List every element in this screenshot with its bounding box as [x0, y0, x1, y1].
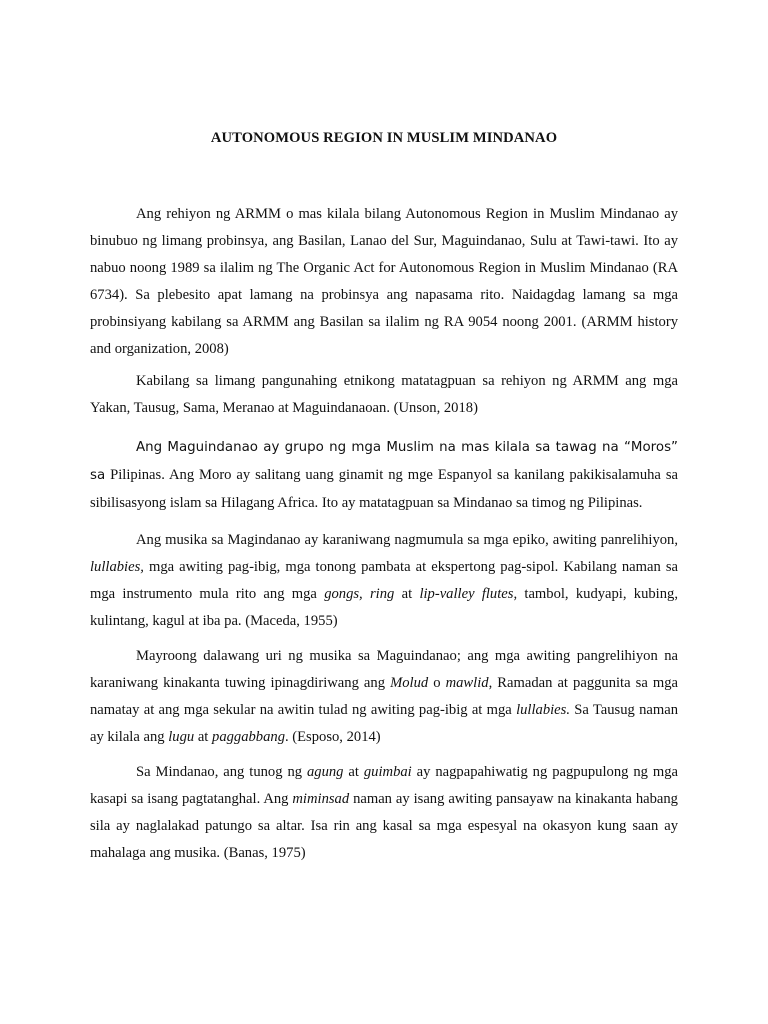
text-segment: at [394, 585, 420, 602]
paragraph-music-types [90, 643, 678, 751]
text-segment: naman ay isang awiting pansayaw na kinakanta habang sila ay naglalakad patungo sa altar. Isa rin ang kasal sa mga espesyal na okasyon kung saan ay mahalaga ang musika. (Banas, 1975) [90, 790, 678, 861]
paragraph-ethnic-groups: Kabilang sa limang pangunahing etnikong matatagpuan sa rehiyon ng ARMM ang mga Yakan, Tausug, Sama, Meranao at Maguindanaoan. (Unson, 2018) [90, 373, 678, 416]
paragraph-maguindanao-moros [90, 434, 678, 517]
italic-term: gongs, ring [324, 585, 395, 602]
paragraph-mindanao-performance [90, 759, 678, 867]
text-segment: , Ramadan at paggunita sa mga namatay at ang mga sekular na awitin tulad ng awiting pag-ibig at mga [90, 674, 678, 718]
italic-term: agung [306, 764, 344, 780]
italic-term: lugu [168, 728, 195, 745]
text-segment: , tambol, kudyapi, kubing, kulintang, kagul at iba pa. (Maceda, 1955) [90, 585, 678, 629]
paragraph-segment: Pilipinas. Ang Moro ay salitang uang ginamit ng mge Espanyol sa kanilang pakikisalamuha sa sibilisasyong islam sa Hilagang Africa. Ito ay matatagpuan sa Mindanao sa timog ng Pilipinas. [90, 466, 678, 511]
text-segment: mga awiting pag-ibig, mga tonong pambata at ekspertong pag-sipol. Kabilang naman sa mga instrumento mula rito ang mga [90, 558, 678, 602]
paragraph-sans-segment: Ang Maguindanao ay grupo ng mga Muslim na mas kilala sa tawag na “Moros” sa [90, 440, 678, 483]
italic-term: miminsad [292, 790, 350, 807]
text-segment: o [428, 674, 446, 691]
italic-term: lullabies, [90, 558, 144, 575]
text-segment: Sa Tausug naman ay kilala ang [90, 701, 679, 745]
document-title: AUTONOMOUS REGION IN MUSLIM MINDANAO [210, 130, 558, 146]
text-segment: at [194, 728, 213, 745]
text-segment: Sa Mindanao, ang tunog ng [136, 764, 307, 780]
text-segment: at [343, 764, 364, 780]
paragraph-armm-overview: Ang rehiyon ng ARMM o mas kilala bilang Autonomous Region in Muslim Mindanao ay binubuo ng limang probinsya, ang Basilan, Lanao del Sur, Maguindanao, Sulu at Tawi-tawi. Ito ay nabuo noong 1989 sa ilalim ng The Organic Act for Autonomous Region in Muslim Mindanao (RA 6734). Sa plebesito apat lamang na probinsya ang napasama rito. Naidagdag lamang sa mga probinsiyang kabilang sa ARMM ang Basilan sa ilalim ng RA 9054 noong 2001. (ARMM history and organization, 2008) [90, 206, 678, 357]
italic-term: lip-valley flutes [419, 585, 514, 602]
text-segment: ay nagpapahiwatig ng pagpupulong ng mga kasapi sa isang pagtatanghal. Ang [90, 764, 678, 807]
italic-term: mawlid [445, 674, 489, 691]
text-segment: . (Esposo, 2014) [284, 728, 381, 745]
paragraph-music-sources [90, 527, 678, 635]
italic-term: Molud [390, 674, 429, 691]
text-segment: Mayroong dalawang uri ng musika sa Maguindanao; ang mga awiting pangrelihiyon na karaniwang kinakanta tuwing ipinagdiriwang ang [90, 648, 678, 691]
italic-term: paggabbang [212, 728, 285, 745]
italic-term: lullabies. [516, 701, 570, 718]
italic-term: guimbai [363, 764, 412, 780]
text-segment: Ang musika sa Magindanao ay karaniwang nagmumula sa mga epiko, awiting panrelihiyon, [136, 532, 678, 548]
